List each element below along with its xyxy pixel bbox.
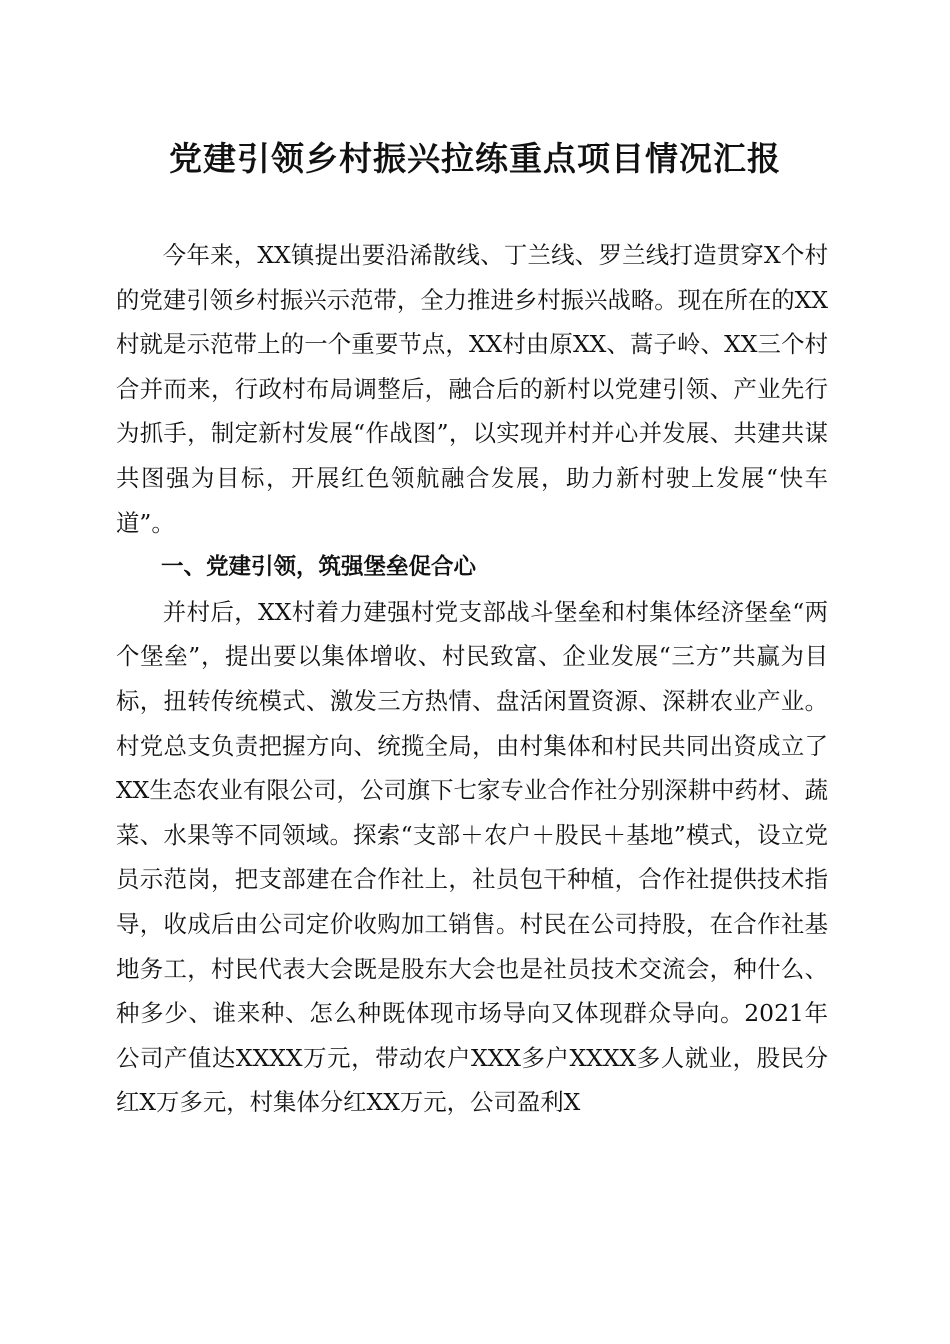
intro-paragraph: 今年来，XX镇提出要沿浠散线、丁兰线、罗兰线打造贯穿X个村的党建引领乡村振兴示范带，全力推进乡村振兴战略。现在所在的XX村就是示范带上的一个重要节点，XX村由原XX、蒿子岭、XX三个村合并而来，行政村布局调整后，融合后的新村以党建引领、产业先行为抓手，制定新村发展“作战图”，以实现并村并心并发展、共建共谋共图强为目标，开展红色领航融合发展，助力新村驶上发展“快车道”。 [116,241,828,537]
document-body [116,233,828,1125]
document-title: 党建引领乡村振兴拉练重点项目情况汇报 [169,139,781,178]
section-heading-1: 一、党建引领，筑强堡垒促合心 [161,554,477,581]
section-1-paragraph: 并村后，XX村着力建强村党支部战斗堡垒和村集体经济堡垒“两个堡垒”，提出要以集体增收、村民致富、企业发展“三方”共赢为目标，扭转传统模式、激发三方热情、盘活闲置资源、深耕农业产业。村党总支负责把握方向、统揽全局，由村集体和村民共同出资成立了XX生态农业有限公司，公司旗下七家专业合作社分别深耕中药材、蔬菜、水果等不同领域。探索“支部＋农户＋股民＋基地”模式，设立党员示范岗，把支部建在合作社上，社员包干种植，合作社提供技术指导，收成后由公司定价收购加工销售。村民在公司持股，在合作社基地务工，村民代表大会既是股东大会也是社员技术交流会，种什么、种多少、谁来种、怎么种既体现市场导向又体现群众导向。2021年公司产值达XXXX万元，带动农户XXX多户XXXX多人就业，股民分红X万多元，村集体分红XX万元，公司盈利X [116,597,828,1117]
